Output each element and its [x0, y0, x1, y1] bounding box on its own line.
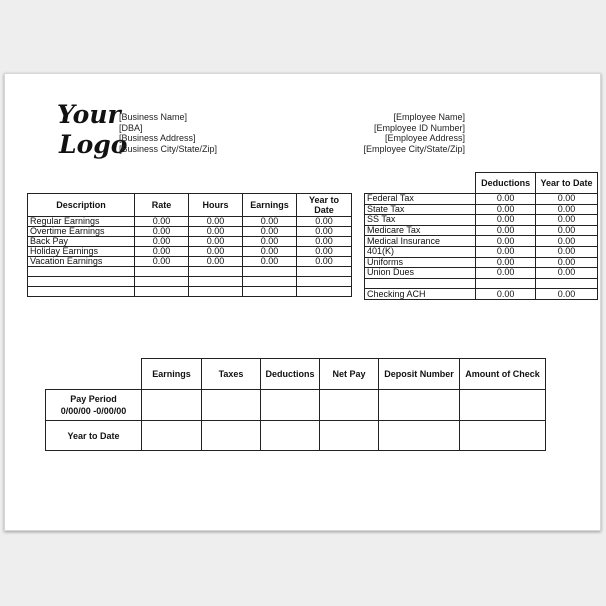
- summary-cell: [142, 421, 202, 451]
- earnings-header-rate: Rate: [135, 194, 189, 217]
- summary-header-deductions: Deductions: [261, 359, 320, 390]
- earnings-cell: 0.00: [243, 237, 297, 247]
- summary-cell: [261, 390, 320, 421]
- employee-name: [Employee Name]: [393, 112, 465, 122]
- deductions-cell: Federal Tax: [365, 194, 476, 205]
- deductions-cell: 0.00: [536, 246, 598, 257]
- earnings-cell: 0.00: [243, 217, 297, 227]
- earnings-cell: 0.00: [135, 247, 189, 257]
- deductions-cell: 0.00: [536, 204, 598, 215]
- table-row: [28, 217, 352, 227]
- pay-period-label: Pay Period: [70, 394, 117, 404]
- employee-id: [Employee ID Number]: [373, 122, 465, 133]
- summary-header-net-pay: Net Pay: [320, 359, 379, 390]
- earnings-cell: Regular Earnings: [28, 217, 135, 227]
- earnings-cell: Vacation Earnings: [28, 257, 135, 267]
- earnings-cell: 0.00: [189, 257, 243, 267]
- table-row: [365, 194, 598, 205]
- earnings-cell: 0.00: [135, 227, 189, 237]
- deductions-table: [364, 172, 598, 300]
- earnings-header-description: Description: [28, 194, 135, 217]
- summary-header-deposit-number: Deposit Number: [379, 359, 460, 390]
- business-dba: [DBA]: [119, 122, 143, 133]
- deductions-cell: 0.00: [476, 236, 536, 247]
- earnings-cell: [297, 287, 352, 297]
- table-row: [365, 278, 598, 289]
- summary-table: [45, 358, 546, 451]
- earnings-cell: [189, 267, 243, 277]
- summary-cell: [460, 390, 546, 421]
- deductions-cell: SS Tax: [365, 215, 476, 226]
- deductions-cell: [536, 278, 598, 289]
- table-row: [365, 225, 598, 236]
- earnings-cell: [297, 277, 352, 287]
- earnings-cell: [243, 287, 297, 297]
- earnings-cell: 0.00: [297, 227, 352, 237]
- deductions-header-blank: [365, 173, 476, 194]
- earnings-cell: [135, 277, 189, 287]
- deductions-cell: State Tax: [365, 204, 476, 215]
- summary-header-amount-of-check: Amount of Check: [460, 359, 546, 390]
- summary-cell: [320, 421, 379, 451]
- deductions-cell: Checking ACH: [365, 289, 476, 300]
- earnings-cell: Back Pay: [28, 237, 135, 247]
- deductions-cell: 0.00: [476, 215, 536, 226]
- logo-placeholder: [57, 100, 128, 160]
- deductions-cell: 0.00: [476, 204, 536, 215]
- earnings-cell: 0.00: [135, 257, 189, 267]
- earnings-cell: [135, 267, 189, 277]
- earnings-cell: 0.00: [189, 217, 243, 227]
- ytd-label: Year to Date: [46, 421, 142, 451]
- earnings-cell: 0.00: [243, 257, 297, 267]
- earnings-cell: 0.00: [297, 237, 352, 247]
- earnings-cell: 0.00: [189, 227, 243, 237]
- summary-cell: [142, 390, 202, 421]
- earnings-cell: [243, 267, 297, 277]
- deductions-cell: 0.00: [536, 236, 598, 247]
- earnings-cell: [189, 287, 243, 297]
- deductions-header-deductions: Deductions: [476, 173, 536, 194]
- deductions-cell: 0.00: [476, 289, 536, 300]
- earnings-cell: [28, 287, 135, 297]
- table-row: [28, 257, 352, 267]
- business-city: [Business City/State/Zip]: [119, 143, 218, 154]
- business-name: [Business Name]: [119, 112, 188, 122]
- deductions-cell: 0.00: [476, 268, 536, 279]
- earnings-cell: 0.00: [189, 247, 243, 257]
- earnings-header-hours: Hours: [189, 194, 243, 217]
- business-info: [119, 112, 217, 154]
- earnings-cell: 0.00: [297, 217, 352, 227]
- table-row: [46, 390, 546, 421]
- deductions-cell: 0.00: [536, 225, 598, 236]
- employee-city: [Employee City/State/Zip]: [363, 143, 465, 154]
- pay-period-dates: 0/00/00 -0/00/00: [60, 406, 127, 416]
- deductions-cell: 0.00: [476, 257, 536, 268]
- summary-header-blank: [46, 359, 142, 390]
- summary-cell: [261, 421, 320, 451]
- summary-header-taxes: Taxes: [202, 359, 261, 390]
- summary-cell: [379, 390, 460, 421]
- earnings-cell: 0.00: [135, 237, 189, 247]
- summary-cell: [320, 390, 379, 421]
- table-row: [365, 215, 598, 226]
- earnings-cell: [28, 267, 135, 277]
- deductions-cell: [476, 278, 536, 289]
- business-address: [Business Address]: [119, 133, 196, 143]
- deductions-cell: Medical Insurance: [365, 236, 476, 247]
- earnings-cell: 0.00: [243, 247, 297, 257]
- pay-period-label-cell: [46, 390, 142, 421]
- deductions-header-row: [365, 173, 598, 194]
- deductions-cell: Uniforms: [365, 257, 476, 268]
- earnings-header-row: [28, 194, 352, 217]
- table-row: [365, 246, 598, 257]
- summary-cell: [202, 390, 261, 421]
- deductions-cell: Union Dues: [365, 268, 476, 279]
- summary-cell: [202, 421, 261, 451]
- table-row: [28, 247, 352, 257]
- deductions-cell: 0.00: [476, 246, 536, 257]
- table-row: [28, 287, 352, 297]
- earnings-cell: 0.00: [297, 247, 352, 257]
- pay-stub-page: [4, 73, 601, 531]
- employee-address: [Employee Address]: [384, 133, 465, 143]
- table-row: [28, 237, 352, 247]
- earnings-cell: [297, 267, 352, 277]
- summary-header-row: [46, 359, 546, 390]
- table-row: [365, 289, 598, 300]
- logo-line-1: Your: [57, 100, 121, 129]
- summary-header-earnings: Earnings: [142, 359, 202, 390]
- earnings-cell: 0.00: [243, 227, 297, 237]
- deductions-cell: 0.00: [476, 225, 536, 236]
- earnings-cell: [243, 277, 297, 287]
- earnings-cell: 0.00: [189, 237, 243, 247]
- deductions-cell: 0.00: [476, 194, 536, 205]
- table-row: [365, 204, 598, 215]
- table-row: [365, 236, 598, 247]
- deductions-cell: Medicare Tax: [365, 225, 476, 236]
- deductions-cell: 0.00: [536, 215, 598, 226]
- earnings-header-earnings: Earnings: [243, 194, 297, 217]
- deductions-cell: 0.00: [536, 289, 598, 300]
- earnings-cell: Overtime Earnings: [28, 227, 135, 237]
- table-row: [28, 267, 352, 277]
- table-row: [46, 421, 546, 451]
- deductions-cell: [365, 278, 476, 289]
- earnings-header-ytd: Year to Date: [297, 194, 352, 217]
- deductions-cell: 0.00: [536, 268, 598, 279]
- earnings-cell: [28, 277, 135, 287]
- table-row: [365, 268, 598, 279]
- table-row: [365, 257, 598, 268]
- deductions-header-ytd: Year to Date: [536, 173, 598, 194]
- summary-cell: [379, 421, 460, 451]
- earnings-cell: 0.00: [297, 257, 352, 267]
- earnings-cell: [189, 277, 243, 287]
- table-row: [28, 227, 352, 237]
- logo-line-2: Logo: [59, 130, 128, 159]
- earnings-table: [27, 193, 352, 297]
- summary-cell: [460, 421, 546, 451]
- earnings-cell: Holiday Earnings: [28, 247, 135, 257]
- table-row: [28, 277, 352, 287]
- deductions-cell: 0.00: [536, 257, 598, 268]
- deductions-cell: 401(K): [365, 246, 476, 257]
- employee-info: [363, 112, 465, 154]
- earnings-cell: 0.00: [135, 217, 189, 227]
- deductions-cell: 0.00: [536, 194, 598, 205]
- earnings-cell: [135, 287, 189, 297]
